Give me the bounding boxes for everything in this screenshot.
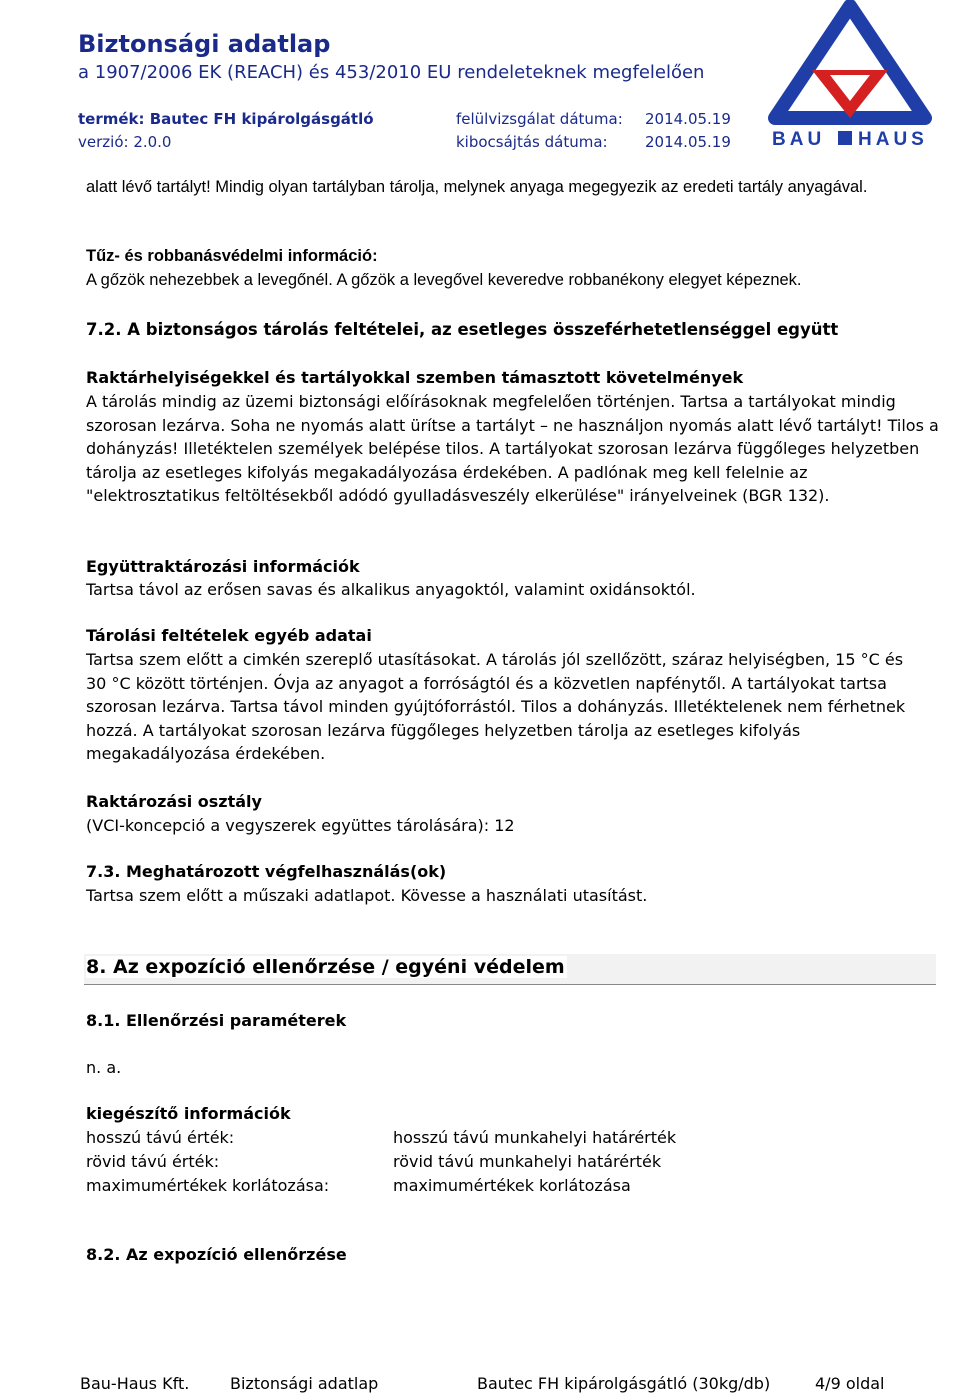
additional-info-label-3: maximumértékek korlátozása: [86,1176,330,1195]
additional-info-heading: kiegészítő információk [86,1104,291,1123]
storage-requirements-text: A tárolás mindig az üzemi biztonsági előírásoknak megfelelően történjen. Tartsa a tartályokat mindig szorosan lezárva. Soha ne nyomás alatt ürítse a tartályt – ne használjon nyomás alatt lévő tartályt! Tilos a dohányzás! Illetéktelen személyek belépése tilos. A tartályokat szorosan lezárva függőleges helyzetben tárolja az esetleges kifolyás megakadályozása érdekében. A padlónak meg kell felelnie az "elektrosztatikus feltöltésekből adódó gyulladásveszély elkerülése" irányelveinek (BGR 132). [86,392,939,505]
footer-page-number: 4/9 oldal [815,1374,885,1393]
svg-text:HAUS: HAUS [858,129,928,150]
product-label: termék: Bautec FH kipárolgásgátló [78,110,374,128]
section-8-heading: 8. Az expozíció ellenőrzése / egyéni védelem [86,956,565,978]
footer-product: Bautec FH kipárolgásgátló (30kg/db) [477,1374,771,1393]
additional-info-value-1: hosszú távú munkahelyi határérték [393,1128,677,1147]
section-7-3-text: Tartsa szem előtt a műszaki adatlapot. Kövesse a használati utasítást. [86,886,648,905]
additional-info-value-2: rövid távú munkahelyi határérték [393,1152,662,1171]
footer-document: Biztonsági adatlap [230,1374,379,1393]
bauhaus-logo [760,0,940,160]
storage-requirements-heading: Raktárhelyiségekkel és tartályokkal szemben támasztott követelmények [86,368,744,387]
bauhaus-logo-mark [775,6,925,118]
issue-date-label: kibocsájtás dátuma: [456,133,608,151]
bauhaus-logo-wordmark [772,129,928,150]
additional-info-label-2: rövid távú érték: [86,1152,220,1171]
section-7-2-heading: 7.2. A biztonságos tárolás feltételei, az esetleges összeférhetetlenséggel együtt [86,320,839,339]
additional-info-value-3: maximumértékek korlátozása [393,1176,631,1195]
intro-paragraph: alatt lévő tartályt! Mindig olyan tartályban tárolja, melynek anyaga megegyezik az eredeti tartály anyagával. [86,178,868,196]
section-8-1-text: n. a. [86,1058,122,1077]
version-label: verzió: 2.0.0 [78,133,172,151]
review-date-value: 2014.05.19 [645,110,731,128]
document-title: Biztonsági adatlap [78,30,331,58]
section-8-heading-bar [84,954,936,985]
fire-protection-heading: Tűz- és robbanásvédelmi információ: [86,247,378,265]
co-storage-heading: Együttraktározási információk [86,557,360,576]
review-date-label: felülvizsgálat dátuma: [456,110,623,128]
footer-company: Bau-Haus Kft. [80,1374,190,1393]
section-7-3-heading: 7.3. Meghatározott végfelhasználás(ok) [86,862,447,881]
other-storage-conditions-text: Tartsa szem előtt a cimkén szereplő utasításokat. A tárolás jól szellőzött, száraz helyiségben, 15 °C és 30 °C között történjen. Óvja az anyagot a forróságtól és a közvetlen napfénytől. A tartályokat tartsa szorosan lezárva. Tartsa távol minden gyújtóforrástól. Tilos a dohányzás. Illetéktelenek nem férhetnek hozzá. A tartályokat szorosan lezárva függőleges helyzetben tárolja az esetleges kifolyás megakadályozása érdekében. [86,650,906,763]
storage-class-heading: Raktározási osztály [86,792,262,811]
storage-class-text: (VCI-koncepció a vegyszerek együttes tárolására): 12 [86,816,515,835]
fire-protection-text: A gőzök nehezebbek a levegőnél. A gőzök a levegővel keveredve robbanékony elegyet képeznek. [86,271,802,289]
additional-info-label-1: hosszú távú érték: [86,1128,235,1147]
other-storage-conditions-heading: Tárolási feltételek egyéb adatai [86,626,372,645]
co-storage-text: Tartsa távol az erősen savas és alkalikus anyagoktól, valamint oxidánsoktól. [86,580,696,599]
section-8-2-heading: 8.2. Az expozíció ellenőrzése [86,1245,347,1264]
issue-date-value: 2014.05.19 [645,133,731,151]
document-subtitle: a 1907/2006 EK (REACH) és 453/2010 EU rendeleteknek megfelelően [78,62,705,83]
section-8-1-heading: 8.1. Ellenőrzési paraméterek [86,1011,347,1030]
svg-text:BAU: BAU [772,129,826,150]
